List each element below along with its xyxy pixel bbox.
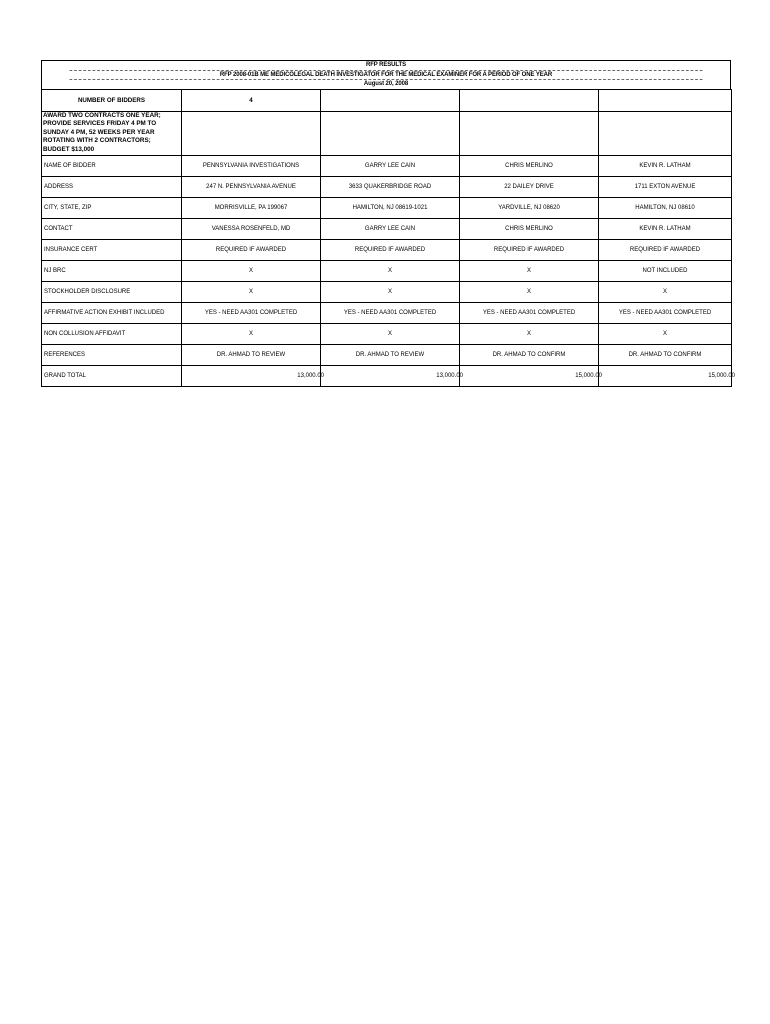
row-label: STOCKHOLDER DISCLOSURE — [42, 281, 182, 302]
bidder-cell: X — [599, 281, 732, 302]
bidder-cell: X — [321, 260, 460, 281]
bidder-cell: X — [460, 323, 599, 344]
bidder-cell: DR. AHMAD TO CONFIRM — [460, 344, 599, 365]
bidder-cell: X — [321, 323, 460, 344]
table-row — [42, 176, 732, 197]
bidder-cell: X — [460, 260, 599, 281]
report-title: RFP RESULTS — [366, 61, 406, 68]
bidder-cell: GARRY LEE CAIN — [321, 155, 460, 176]
row-label: NAME OF BIDDER — [42, 155, 182, 176]
bidder-cell: HAMILTON, NJ 08619-1021 — [321, 197, 460, 218]
bidder-cell: REQUIRED IF AWARDED — [182, 239, 321, 260]
results-table-body — [42, 89, 735, 386]
report-date: August 20, 2008 — [70, 79, 703, 89]
bidder-cell: VANESSA ROSENFELD, MD — [182, 218, 321, 239]
row-label: GRAND TOTAL — [42, 365, 182, 386]
row-label: NJ BRC — [42, 260, 182, 281]
bidder-cell: X — [599, 323, 732, 344]
empty-cell — [599, 89, 732, 111]
bidder-cell: CHRIS MERLINO — [460, 155, 599, 176]
table-row — [42, 344, 732, 365]
grand-total-value: 15,000.00 — [575, 372, 602, 379]
bidders-count-label: NUMBER OF BIDDERS — [42, 89, 182, 111]
bidder-cell: 22 DAILEY DRIVE — [460, 176, 599, 197]
grand-total-value: 13,000.00 — [436, 372, 463, 379]
bidder-cell: MORRISVILLE, PA 199067 — [182, 197, 321, 218]
bidder-cell: DR. AHMAD TO REVIEW — [182, 344, 321, 365]
bidder-cell: X — [182, 323, 321, 344]
bidder-cell: HAMILTON, NJ 08610 — [599, 197, 732, 218]
row-label: ADDRESS — [42, 176, 182, 197]
row-label: REFERENCES — [42, 344, 182, 365]
bidders-count-value: 4 — [182, 89, 321, 111]
bidder-cell: REQUIRED IF AWARDED — [460, 239, 599, 260]
table-row — [42, 197, 732, 218]
row-label: NON COLLUSION AFFIDAVIT — [42, 323, 182, 344]
bidder-cell: YES - NEED AA301 COMPLETED — [182, 302, 321, 323]
bidder-cell: X — [182, 260, 321, 281]
report-subtitle: RFP 2008-01B ME MEDICOLEGAL DEATH INVESTIGATOR FOR THE MEDICAL EXAMINER FOR A PERIOD OF ONE YEAR — [70, 70, 703, 80]
bidder-cell: REQUIRED IF AWARDED — [599, 239, 732, 260]
table-row — [42, 281, 732, 302]
table-row — [42, 218, 732, 239]
bidder-cell: PENNSYLVANIA INVESTIGATIONS — [182, 155, 321, 176]
bidder-cell: REQUIRED IF AWARDED — [321, 239, 460, 260]
bidder-cell: YARDVILLE, NJ 08620 — [460, 197, 599, 218]
row-label: AFFIRMATIVE ACTION EXHIBIT INCLUDED — [42, 302, 182, 323]
report-header — [41, 60, 731, 89]
bidder-cell: DR. AHMAD TO CONFIRM — [599, 344, 732, 365]
bidder-cell: DR. AHMAD TO REVIEW — [321, 344, 460, 365]
award-terms-row — [42, 111, 732, 155]
empty-cell — [182, 111, 321, 155]
award-terms-text: AWARD TWO CONTRACTS ONE YEAR; PROVIDE SERVICES FRIDAY 4 PM TO SUNDAY 4 PM, 52 WEEKS PER YEAR ROTATING WITH 2 CONTRACTORS; BUDGET $13,000 — [42, 111, 182, 155]
empty-cell — [599, 111, 732, 155]
table-row — [42, 365, 732, 386]
row-label: CONTACT — [42, 218, 182, 239]
table-row — [42, 155, 732, 176]
bidder-cell — [321, 365, 463, 386]
grand-total-value: 15,000.00 — [708, 372, 735, 379]
bidder-cell: GARRY LEE CAIN — [321, 218, 460, 239]
grand-total-value: 13,000.00 — [297, 372, 324, 379]
bidder-cell: 247 N. PENNSYLVANIA AVENUE — [182, 176, 321, 197]
bidders-count-row — [42, 89, 732, 111]
empty-cell — [321, 89, 460, 111]
empty-cell — [460, 89, 599, 111]
bidder-cell: YES - NEED AA301 COMPLETED — [599, 302, 732, 323]
bidder-cell: 1711 EXTON AVENUE — [599, 176, 732, 197]
bidder-cell: X — [321, 281, 460, 302]
bidder-cell: YES - NEED AA301 COMPLETED — [321, 302, 460, 323]
table-row — [42, 239, 732, 260]
row-label: CITY, STATE, ZIP — [42, 197, 182, 218]
table-row — [42, 323, 732, 344]
bidder-cell: X — [460, 281, 599, 302]
row-label: INSURANCE CERT — [42, 239, 182, 260]
bidder-cell: KEVIN R. LATHAM — [599, 155, 732, 176]
empty-cell — [321, 111, 460, 155]
bidder-cell: YES - NEED AA301 COMPLETED — [460, 302, 599, 323]
bidder-cell — [460, 365, 602, 386]
table-row — [42, 302, 732, 323]
table-row — [42, 260, 732, 281]
bidder-cell: X — [182, 281, 321, 302]
bidder-cell — [182, 365, 324, 386]
bidder-cell: KEVIN R. LATHAM — [599, 218, 732, 239]
bidder-cell: 3633 QUAKERBRIDGE ROAD — [321, 176, 460, 197]
results-table — [41, 89, 735, 387]
bidder-cell: NOT INCLUDED — [599, 260, 732, 281]
rfp-results-sheet — [41, 60, 735, 387]
empty-cell — [460, 111, 599, 155]
bidder-cell — [599, 365, 735, 386]
bidder-cell: CHRIS MERLINO — [460, 218, 599, 239]
